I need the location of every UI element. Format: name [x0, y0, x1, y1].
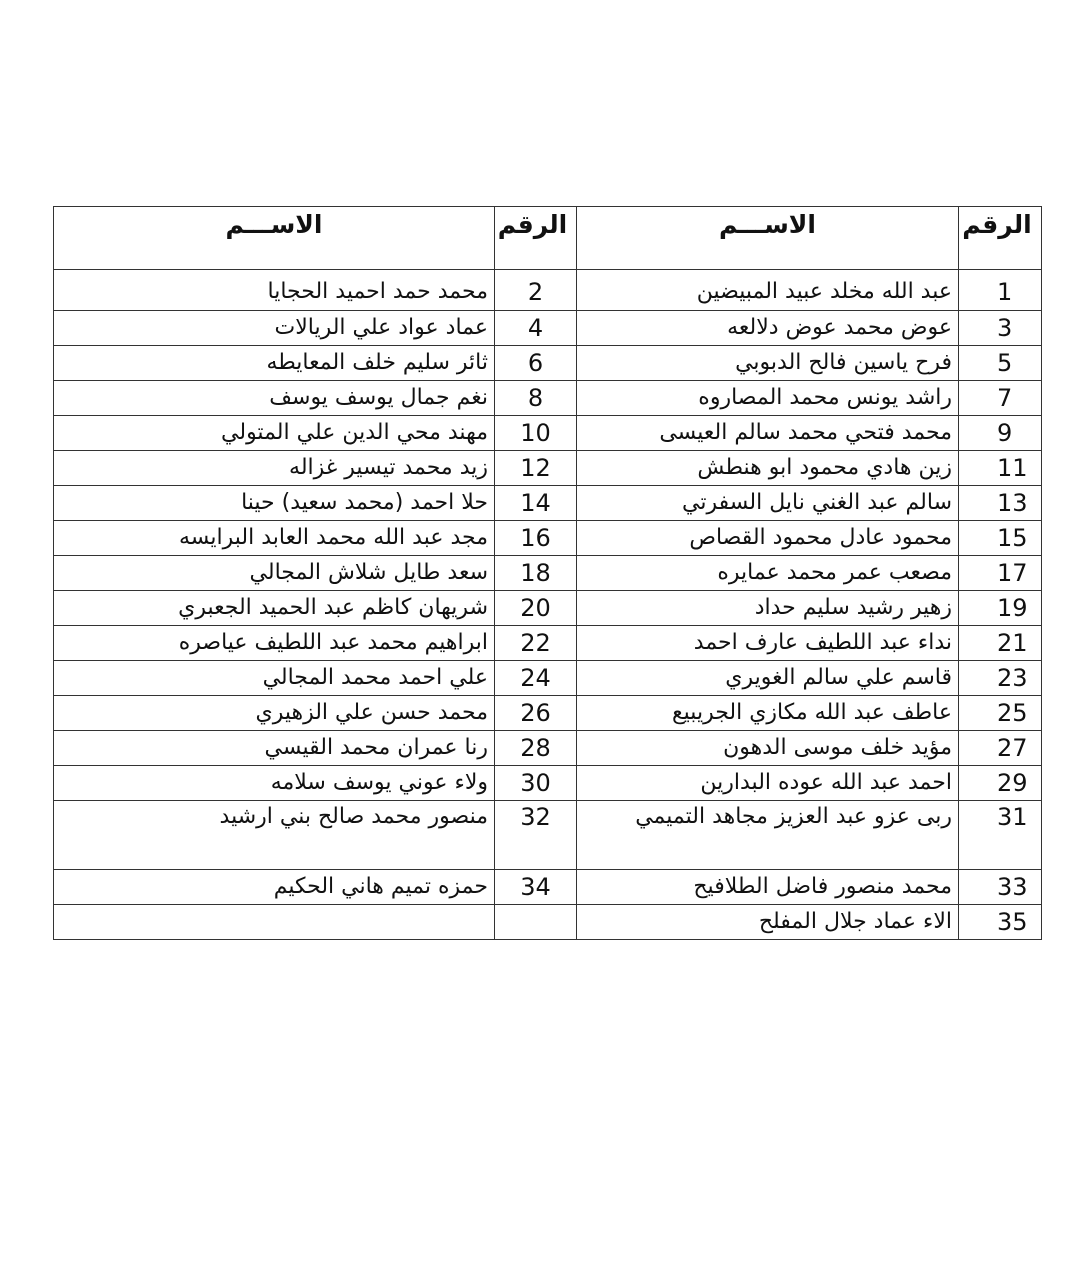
- right-number-cell: 31: [959, 801, 1042, 870]
- right-name-cell: مؤيد خلف موسى الدهون: [577, 731, 959, 766]
- left-number-cell: 24: [495, 661, 577, 696]
- right-name-cell: قاسم علي سالم الغويري: [577, 661, 959, 696]
- left-name-cell: سعد طايل شلاش المجالي: [54, 556, 495, 591]
- left-name-cell: [54, 905, 495, 940]
- right-number-cell: 11: [959, 451, 1042, 486]
- header-number-left: الرقم: [495, 207, 577, 270]
- right-name-cell: محمد فتحي محمد سالم العيسى: [577, 416, 959, 451]
- right-name-cell: احمد عبد الله عوده البدارين: [577, 766, 959, 801]
- right-name-cell: الاء عماد جلال المفلح: [577, 905, 959, 940]
- left-name-cell: منصور محمد صالح بني ارشيد: [54, 801, 495, 870]
- right-name-cell: نداء عبد اللطيف عارف احمد: [577, 626, 959, 661]
- table-row: [54, 766, 1042, 801]
- right-number-cell: 17: [959, 556, 1042, 591]
- right-number-cell: 3: [959, 311, 1042, 346]
- left-number-cell: 26: [495, 696, 577, 731]
- right-name-cell: سالم عبد الغني نايل السفرتي: [577, 486, 959, 521]
- table-row: [54, 556, 1042, 591]
- table-row: [54, 626, 1042, 661]
- right-name-cell: مصعب عمر محمد عمايره: [577, 556, 959, 591]
- right-number-cell: 9: [959, 416, 1042, 451]
- right-number-cell: 25: [959, 696, 1042, 731]
- left-name-cell: مجد عبد الله محمد العابد البرايسه: [54, 521, 495, 556]
- left-number-cell: 2: [495, 270, 577, 311]
- left-number-cell: 10: [495, 416, 577, 451]
- table-row: [54, 870, 1042, 905]
- left-number-cell: 12: [495, 451, 577, 486]
- names-table-body: [54, 207, 1042, 940]
- table-row: [54, 270, 1042, 311]
- right-number-cell: 7: [959, 381, 1042, 416]
- table-row: [54, 731, 1042, 766]
- left-number-cell: 18: [495, 556, 577, 591]
- right-number-cell: 19: [959, 591, 1042, 626]
- left-number-cell: 8: [495, 381, 577, 416]
- right-number-cell: 5: [959, 346, 1042, 381]
- left-number-cell: 20: [495, 591, 577, 626]
- right-name-cell: فرح ياسين فالح الدبوبي: [577, 346, 959, 381]
- left-number-cell: [495, 905, 577, 940]
- right-number-cell: 29: [959, 766, 1042, 801]
- right-name-cell: عوض محمد عوض دلالعه: [577, 311, 959, 346]
- left-name-cell: زيد محمد تيسير غزاله: [54, 451, 495, 486]
- table-row: [54, 661, 1042, 696]
- left-number-cell: 16: [495, 521, 577, 556]
- right-name-cell: زهير رشيد سليم حداد: [577, 591, 959, 626]
- right-name-cell: محمود عادل محمود القصاص: [577, 521, 959, 556]
- left-name-cell: علي احمد محمد المجالي: [54, 661, 495, 696]
- left-name-cell: ولاء عوني يوسف سلامه: [54, 766, 495, 801]
- left-number-cell: 22: [495, 626, 577, 661]
- table-row: [54, 346, 1042, 381]
- right-name-cell: ربى عزو عبد العزيز مجاهد التميمي: [577, 801, 959, 870]
- left-number-cell: 14: [495, 486, 577, 521]
- right-number-cell: 35: [959, 905, 1042, 940]
- right-number-cell: 1: [959, 270, 1042, 311]
- left-number-cell: 4: [495, 311, 577, 346]
- left-name-cell: ثائر سليم خلف المعايطه: [54, 346, 495, 381]
- right-number-cell: 27: [959, 731, 1042, 766]
- right-name-cell: زين هادي محمود ابو هنطش: [577, 451, 959, 486]
- left-name-cell: شريهان كاظم عبد الحميد الجعبري: [54, 591, 495, 626]
- left-number-cell: 30: [495, 766, 577, 801]
- left-name-cell: مهند محي الدين علي المتولي: [54, 416, 495, 451]
- left-number-cell: 28: [495, 731, 577, 766]
- left-name-cell: نغم جمال يوسف يوسف: [54, 381, 495, 416]
- right-name-cell: راشد يونس محمد المصاروه: [577, 381, 959, 416]
- left-number-cell: 6: [495, 346, 577, 381]
- right-number-cell: 15: [959, 521, 1042, 556]
- left-name-cell: محمد حسن علي الزهيري: [54, 696, 495, 731]
- table-row: [54, 416, 1042, 451]
- table-row: [54, 801, 1042, 870]
- left-name-cell: عماد عواد علي الريالات: [54, 311, 495, 346]
- table-row: [54, 311, 1042, 346]
- right-name-cell: محمد منصور فاضل الطلافيح: [577, 870, 959, 905]
- table-row: [54, 521, 1042, 556]
- header-number-right: الرقم: [959, 207, 1042, 270]
- right-number-cell: 23: [959, 661, 1042, 696]
- left-name-cell: محمد حمد احميد الحجايا: [54, 270, 495, 311]
- table-row: [54, 486, 1042, 521]
- right-number-cell: 13: [959, 486, 1042, 521]
- table-row: [54, 451, 1042, 486]
- table-row: [54, 591, 1042, 626]
- header-name-right: الاســـم: [577, 207, 959, 270]
- left-name-cell: ابراهيم محمد عبد اللطيف عياصره: [54, 626, 495, 661]
- table-header-row: [54, 207, 1042, 270]
- left-name-cell: حمزه تميم هاني الحكيم: [54, 870, 495, 905]
- left-name-cell: رنا عمران محمد القيسي: [54, 731, 495, 766]
- right-name-cell: عاطف عبد الله مكازي الجريبيع: [577, 696, 959, 731]
- right-number-cell: 21: [959, 626, 1042, 661]
- left-number-cell: 32: [495, 801, 577, 870]
- header-name-left: الاســـم: [54, 207, 495, 270]
- left-number-cell: 34: [495, 870, 577, 905]
- table-row: [54, 381, 1042, 416]
- left-name-cell: حلا احمد (محمد سعيد) حينا: [54, 486, 495, 521]
- right-name-cell: عبد الله مخلد عبيد المبيضين: [577, 270, 959, 311]
- right-number-cell: 33: [959, 870, 1042, 905]
- table-row: [54, 696, 1042, 731]
- table-row: [54, 905, 1042, 940]
- names-table: [53, 206, 1042, 940]
